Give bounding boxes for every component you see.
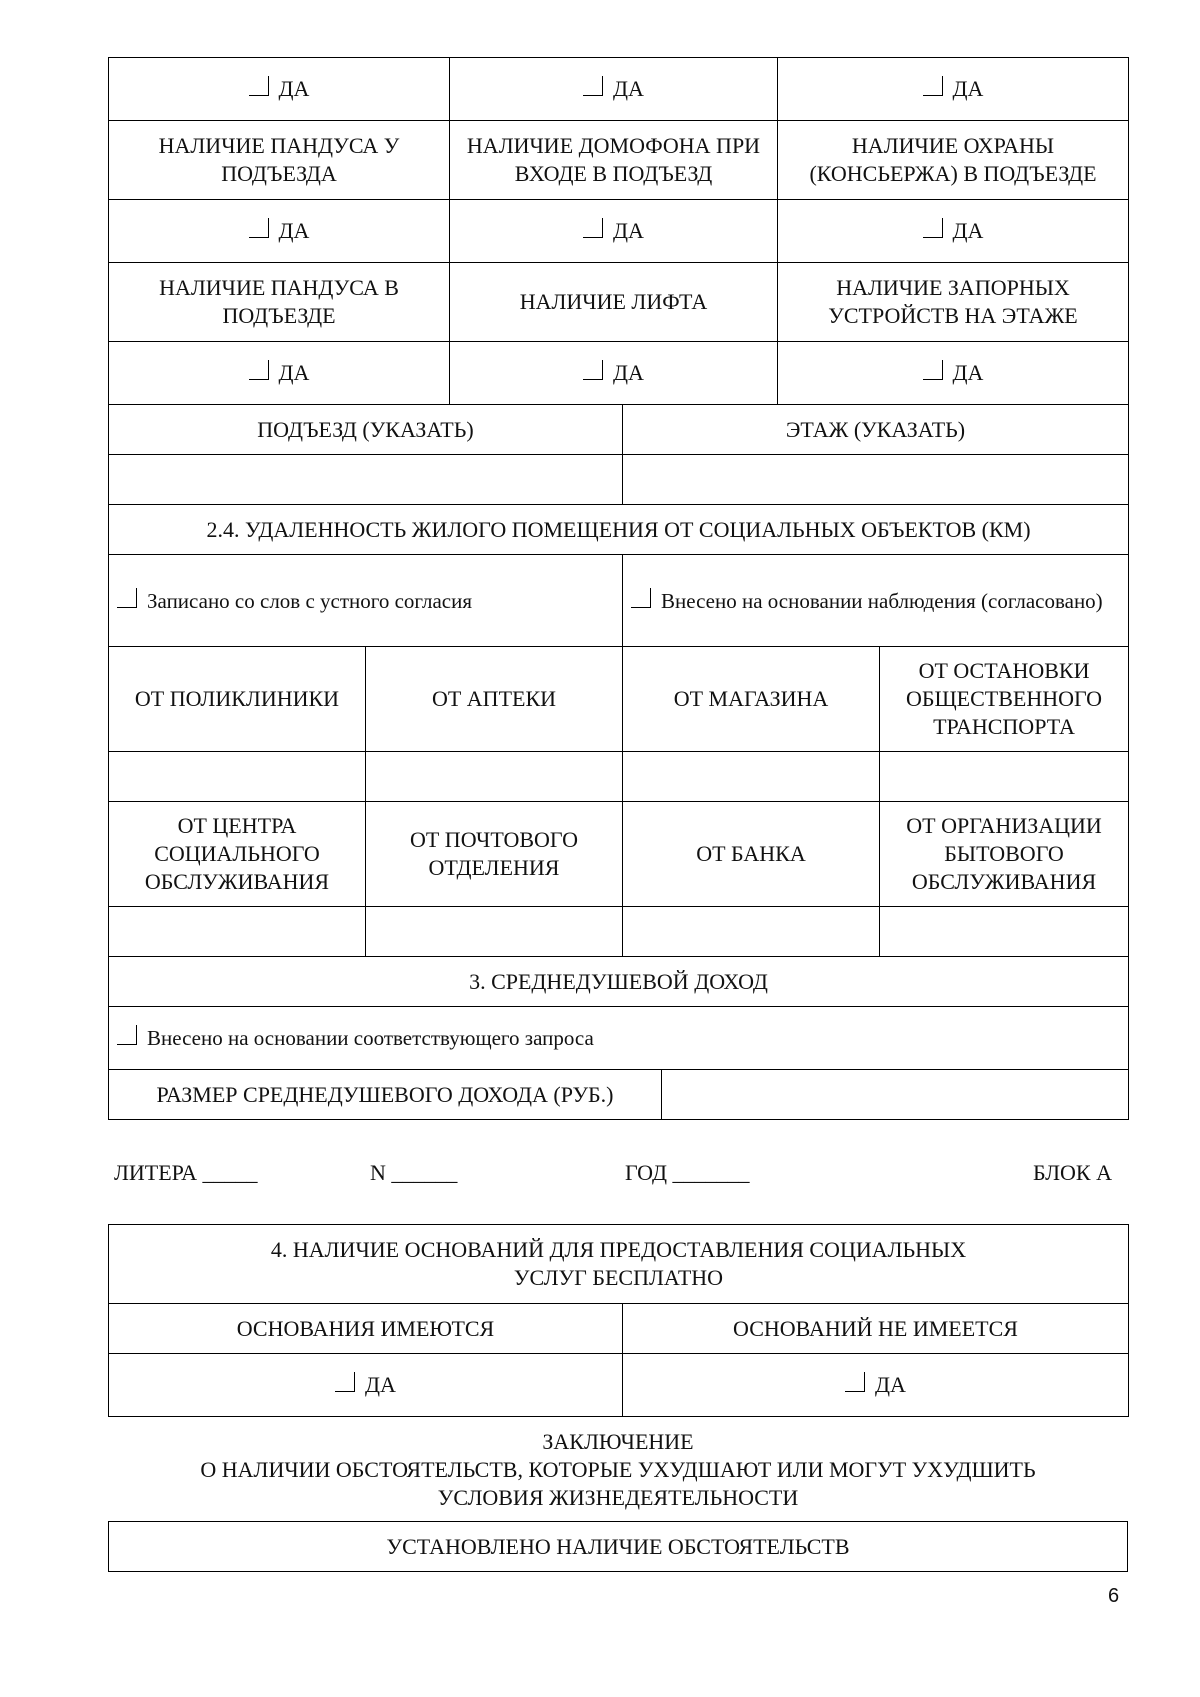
distance-table — [108, 504, 1129, 957]
facilities-table — [108, 57, 1129, 405]
clinic-label: ОТ ПОЛИКЛИНИКИ — [109, 647, 366, 752]
pharmacy-input[interactable] — [366, 752, 623, 802]
distance-title: 2.4. УДАЛЕННОСТЬ ЖИЛОГО ПОМЕЩЕНИЯ ОТ СОЦИАЛЬНЫХ ОБЪЕКТОВ (КМ) — [109, 505, 1129, 555]
income-size-input[interactable] — [662, 1070, 1129, 1120]
request-option[interactable]: Внесено на основании соответствующего запроса — [109, 1007, 1129, 1070]
checkbox-cell[interactable]: ДА — [109, 58, 450, 121]
grounds-have-not-label: ОСНОВАНИЙ НЕ ИМЕЕТСЯ — [623, 1304, 1129, 1354]
entrance-label: ПОДЪЕЗД (УКАЗАТЬ) — [109, 405, 623, 455]
bank-input[interactable] — [623, 907, 880, 957]
intercom-label: НАЛИЧИЕ ДОМОФОНА ПРИ ВХОДЕ В ПОДЪЕЗД — [450, 121, 778, 200]
social-center-input[interactable] — [109, 907, 366, 957]
household-service-input[interactable] — [880, 907, 1129, 957]
post-office-input[interactable] — [366, 907, 623, 957]
checkbox-cell[interactable]: ДА — [450, 342, 778, 405]
block-label: БЛОК А — [1033, 1160, 1112, 1185]
checkbox-icon[interactable] — [923, 76, 943, 98]
checkbox-cell[interactable]: ДА — [778, 58, 1129, 121]
oral-consent-option[interactable]: Записано со слов с устного согласия — [109, 555, 623, 647]
number-field[interactable]: N ______ — [370, 1160, 458, 1185]
locks-label: НАЛИЧИЕ ЗАПОРНЫХ УСТРОЙСТВ НА ЭТАЖЕ — [778, 263, 1129, 342]
entrance-table — [108, 404, 1129, 505]
page-number: 6 — [1108, 1585, 1120, 1607]
checkbox-cell[interactable]: ДА — [109, 1354, 623, 1417]
ramp-inside-label: НАЛИЧИЕ ПАНДУСА В ПОДЪЕЗДЕ — [109, 263, 450, 342]
conclusion-subtitle: О НАЛИЧИИ ОБСТОЯТЕЛЬСТВ, КОТОРЫЕ УХУДШАЮТ ИЛИ МОГУТ УХУДШИТЬ — [200, 1457, 1036, 1482]
checkbox-icon[interactable] — [249, 360, 269, 382]
conclusion-title: ЗАКЛЮЧЕНИЕ — [542, 1429, 694, 1454]
conclusion-subtitle-2: УСЛОВИЯ ЖИЗНЕДЕЯТЕЛЬНОСТИ — [437, 1485, 799, 1510]
shop-label: ОТ МАГАЗИНА — [623, 647, 880, 752]
checkbox-cell[interactable]: ДА — [109, 200, 450, 263]
shop-input[interactable] — [623, 752, 880, 802]
checkbox-icon[interactable] — [583, 360, 603, 382]
checkbox-icon[interactable] — [249, 218, 269, 240]
social-center-label: ОТ ЦЕНТРА СОЦИАЛЬНОГО ОБСЛУЖИВАНИЯ — [109, 802, 366, 907]
checkbox-icon[interactable] — [117, 1025, 137, 1047]
grounds-table — [108, 1224, 1129, 1417]
income-size-label: РАЗМЕР СРЕДНЕДУШЕВОГО ДОХОДА (РУБ.) — [109, 1070, 662, 1120]
household-service-label: ОТ ОРГАНИЗАЦИИ БЫТОВОГО ОБСЛУЖИВАНИЯ — [880, 802, 1129, 907]
checkbox-icon[interactable] — [583, 76, 603, 98]
grounds-title: 4. НАЛИЧИЕ ОСНОВАНИЙ ДЛЯ ПРЕДОСТАВЛЕНИЯ СОЦИАЛЬНЫХ УСЛУГ БЕСПЛАТНО — [109, 1225, 1129, 1304]
conclusion-heading — [108, 1428, 1128, 1512]
checkbox-icon[interactable] — [249, 76, 269, 98]
checkbox-cell[interactable]: ДА — [778, 342, 1129, 405]
transport-stop-input[interactable] — [880, 752, 1129, 802]
entrance-input[interactable] — [109, 455, 623, 505]
income-title: 3. СРЕДНЕДУШЕВОЙ ДОХОД — [109, 957, 1129, 1007]
concierge-label: НАЛИЧИЕ ОХРАНЫ (КОНСЬЕРЖА) В ПОДЪЕЗДЕ — [778, 121, 1129, 200]
checkbox-cell[interactable]: ДА — [109, 342, 450, 405]
checkbox-icon[interactable] — [335, 1372, 355, 1394]
bank-label: ОТ БАНКА — [623, 802, 880, 907]
checkbox-icon[interactable] — [631, 588, 651, 610]
checkbox-icon[interactable] — [845, 1372, 865, 1394]
floor-input[interactable] — [623, 455, 1129, 505]
ramp-entrance-label: НАЛИЧИЕ ПАНДУСА У ПОДЪЕЗДА — [109, 121, 450, 200]
clinic-input[interactable] — [109, 752, 366, 802]
established-table — [108, 1521, 1128, 1572]
elevator-label: НАЛИЧИЕ ЛИФТА — [450, 263, 778, 342]
observation-option[interactable]: Внесено на основании наблюдения (согласовано) — [623, 555, 1129, 647]
post-office-label: ОТ ПОЧТОВОГО ОТДЕЛЕНИЯ — [366, 802, 623, 907]
checkbox-icon[interactable] — [923, 360, 943, 382]
checkbox-cell[interactable]: ДА — [450, 200, 778, 263]
checkbox-icon[interactable] — [117, 588, 137, 610]
checkbox-cell[interactable]: ДА — [450, 58, 778, 121]
checkbox-icon[interactable] — [583, 218, 603, 240]
grounds-have-label: ОСНОВАНИЯ ИМЕЮТСЯ — [109, 1304, 623, 1354]
year-field[interactable]: ГОД _______ — [625, 1160, 750, 1185]
established-label: УСТАНОВЛЕНО НАЛИЧИЕ ОБСТОЯТЕЛЬСТВ — [109, 1522, 1128, 1572]
income-table — [108, 956, 1129, 1120]
pharmacy-label: ОТ АПТЕКИ — [366, 647, 623, 752]
litera-field[interactable]: ЛИТЕРА _____ — [114, 1160, 258, 1185]
checkbox-icon[interactable] — [923, 218, 943, 240]
checkbox-cell[interactable]: ДА — [623, 1354, 1129, 1417]
floor-label: ЭТАЖ (УКАЗАТЬ) — [623, 405, 1129, 455]
transport-stop-label: ОТ ОСТАНОВКИ ОБЩЕСТВЕННОГО ТРАНСПОРТА — [880, 647, 1129, 752]
checkbox-cell[interactable]: ДА — [778, 200, 1129, 263]
